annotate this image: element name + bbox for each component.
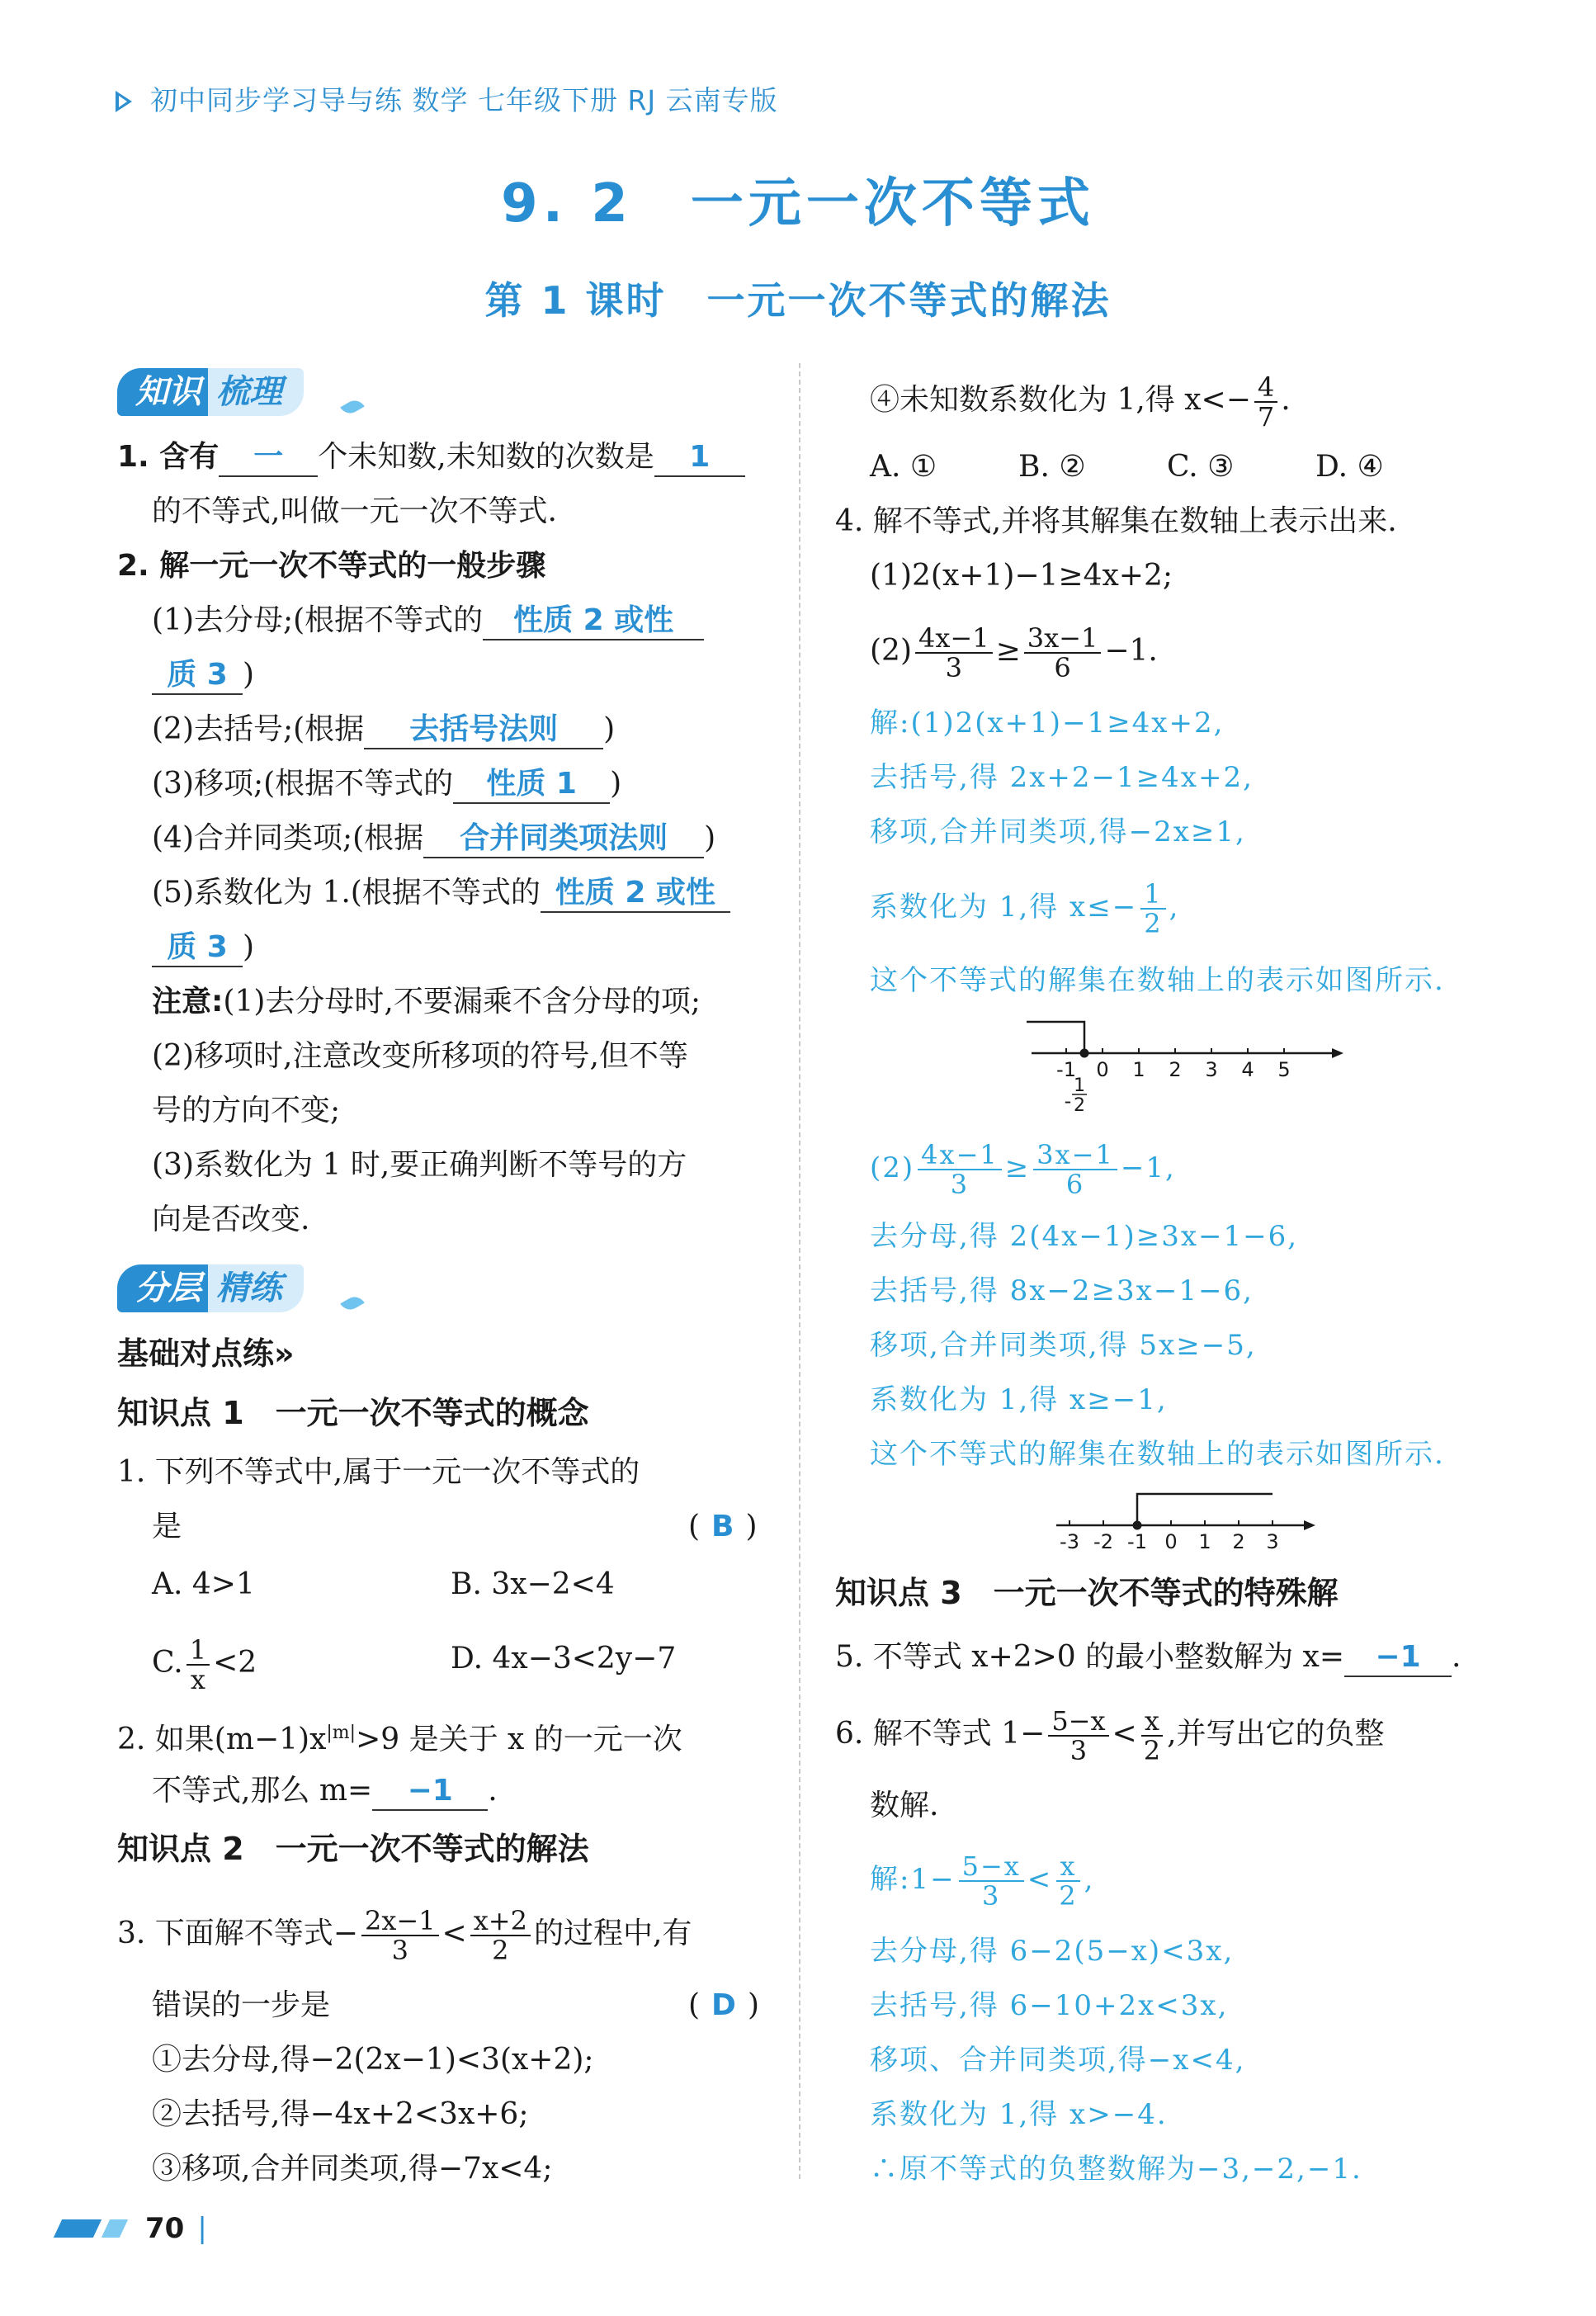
step-3: (3)移项;(根据不等式的 性质 1 ) xyxy=(152,764,621,804)
answer-6-line-4: 移项、合并同类项,得−x<4, xyxy=(870,2044,1246,2077)
question-4-part-2: (2) $\frac{4x-1}{3}$ ≥ $\frac{3x-1}{6}$ −1. xyxy=(870,622,1158,683)
tick-label: 3 xyxy=(1205,1058,1218,1081)
note-2: (2)移项时,注意改变所移项的符号,但不等 xyxy=(152,1039,688,1073)
note-2-cont: 号的方向不变; xyxy=(152,1094,341,1127)
question-2: 2. 如果$(m-1)x^{|m|}>9$ 是关于 x 的一元一次 xyxy=(117,1723,682,1756)
q3-step-3: ③移项,合并同类项,得−7x<4; xyxy=(152,2152,553,2186)
answer-6-line-1: 解:1− $\frac{5-x}{3}$ < $\frac{x}{2}$ , xyxy=(870,1850,1095,1912)
note-3: (3)系数化为 1 时,要正确判断不等号的方 xyxy=(152,1148,687,1182)
answer-4-2-line-4: 移项,合并同类项,得 5x≥−5, xyxy=(870,1329,1257,1362)
knowledge-1: 1. 含有 一 个未知数,未知数的次数是 1 xyxy=(117,437,745,477)
answer-6-line-3: 去括号,得 6−10+2x<3x, xyxy=(870,1989,1229,2022)
tick-label: -2 xyxy=(1093,1530,1113,1553)
question-4-part-1: (1)2(x+1)−1≥4x+2; xyxy=(870,559,1173,593)
q3-option-d: D. ④ xyxy=(1315,450,1384,484)
question-2-cont: 不等式,那么 m= −1 . xyxy=(152,1771,498,1811)
tick-label: 3 xyxy=(1266,1530,1279,1553)
tick-label: 2 xyxy=(1232,1530,1245,1553)
question-1-cont: 是 xyxy=(152,1510,182,1543)
point-label-denominator: 2 xyxy=(1074,1095,1085,1114)
footer-stripe-icon xyxy=(54,2219,102,2238)
answer-4-2-line-1: (2) $\frac{4x-1}{3}$ ≥ $\frac{3x-1}{6}$ −1, xyxy=(870,1139,1176,1200)
q1-option-d: D. 4x−3<2y−7 xyxy=(451,1642,677,1676)
double-chevron-icon: » xyxy=(274,1335,295,1372)
footer-stripe-icon xyxy=(102,2219,128,2238)
step-4: (4)合并同类项;(根据 合并同类项法则 ) xyxy=(152,819,715,858)
tick-label: 5 xyxy=(1277,1058,1291,1081)
question-3-cont: 错误的一步是 xyxy=(152,1988,331,2022)
leaf-icon xyxy=(340,1293,365,1313)
answer-4-2-line-5: 系数化为 1,得 x≥−1, xyxy=(870,1383,1168,1416)
tick-label: 1 xyxy=(1198,1530,1211,1553)
tick-label: 0 xyxy=(1164,1530,1178,1553)
lesson-subtitle: 第 1 课时 一元一次不等式的解法 xyxy=(484,278,1112,323)
knowledge-badge: 知识 梳理 xyxy=(117,368,304,416)
q3-step-2: ②去括号,得−4x+2<3x+6; xyxy=(152,2097,529,2131)
answer-4-2-line-2: 去分母,得 2(4x−1)≥3x−1−6, xyxy=(870,1220,1299,1253)
tick-label: 2 xyxy=(1169,1058,1182,1081)
step-1: (1)去分母;(根据不等式的 性质 2 或性 xyxy=(152,601,704,640)
knowledge-1-cont: 的不等式,叫做一元一次不等式. xyxy=(152,494,557,528)
section-title: 9. 2 一元一次不等式 xyxy=(501,173,1095,234)
knowledge-point-2: 知识点 2 一元一次不等式的解法 xyxy=(117,1831,589,1867)
q1-option-b: B. 3x−2<4 xyxy=(451,1567,615,1601)
tick-label: -1 xyxy=(1127,1530,1147,1553)
point-label-numerator: 1 xyxy=(1074,1075,1085,1096)
question-1: 1. 下列不等式中,属于一元一次不等式的 xyxy=(117,1455,640,1489)
step-1-cont: 质 3 ) xyxy=(152,655,254,695)
q1-option-a: A. 4>1 xyxy=(152,1567,255,1601)
question-4: 4. 解不等式,并将其解集在数轴上表示出来. xyxy=(835,504,1397,538)
knowledge-point-1: 知识点 1 一元一次不等式的概念 xyxy=(117,1395,589,1431)
answer-6-line-2: 去分母,得 6−2(5−x)<3x, xyxy=(870,1935,1235,1968)
q3-step-4: ④未知数系数化为 1,得 x<− $\frac{4}{7}$ . xyxy=(870,371,1291,432)
page-number: 70 xyxy=(145,2212,185,2245)
knowledge-point-3: 知识点 3 一元一次不等式的特殊解 xyxy=(835,1575,1339,1611)
column-divider xyxy=(799,363,800,2179)
axis-arrow xyxy=(1332,1048,1343,1058)
answer-4-2-line-6: 这个不等式的解集在数轴上的表示如图所示. xyxy=(870,1438,1445,1471)
step-2: (2)去括号;(根据 去括号法则 ) xyxy=(152,710,615,749)
solution-ray xyxy=(1027,1022,1084,1053)
leaf-icon xyxy=(340,396,365,417)
q3-step-1: ①去分母,得−2(2x−1)<3(x+2); xyxy=(152,2043,594,2077)
number-line-1 xyxy=(1023,1007,1353,1114)
solution-point xyxy=(1133,1521,1142,1530)
basic-practice-heading: 基础对点练» xyxy=(117,1335,295,1372)
answer-6-line-6: ∴原不等式的负整数解为−3,−2,−1. xyxy=(870,2153,1362,2186)
question-6-cont: 数解. xyxy=(870,1789,939,1822)
tick-label: 1 xyxy=(1132,1058,1145,1081)
step-5-cont: 质 3 ) xyxy=(152,928,254,967)
play-triangle-icon xyxy=(116,91,132,112)
question-6: 6. 解不等式 1− $\frac{5-x}{3}$ < $\frac{x}{2}$ ,并写出它的负整 xyxy=(835,1705,1385,1766)
practice-badge: 分层 精练 xyxy=(117,1264,304,1312)
tick-label: 0 xyxy=(1096,1058,1109,1081)
point-label-minus: - xyxy=(1064,1089,1072,1113)
answer-4-1-line-3: 移项,合并同类项,得−2x≥1, xyxy=(870,815,1246,848)
question-3: 3. 下面解不等式− $\frac{2x-1}{3}$ < $\frac{x+2}{2}$ 的过程中,有 xyxy=(117,1905,692,1966)
answer-4-1-line-2: 去括号,得 2x+2−1≥4x+2, xyxy=(870,761,1254,794)
question-1-answer: ( B ) xyxy=(688,1510,758,1543)
q3-option-c: C. ③ xyxy=(1167,450,1235,484)
solution-point xyxy=(1080,1049,1089,1058)
q3-option-b: B. ② xyxy=(1018,450,1086,484)
question-5: 5. 不等式 x+2>0 的最小整数解为 x= −1 . xyxy=(835,1638,1461,1677)
q1-option-c: C. $\frac{1}{x}$ <2 xyxy=(152,1634,257,1695)
number-line-2 xyxy=(1048,1482,1329,1557)
step-5: (5)系数化为 1.(根据不等式的 性质 2 或性 xyxy=(152,873,730,913)
tick-label: -3 xyxy=(1060,1530,1079,1553)
question-3-answer: ( D ) xyxy=(688,1988,759,2022)
answer-4-2-line-3: 去括号,得 8x−2≥3x−1−6, xyxy=(870,1274,1254,1307)
tick-label: -1 xyxy=(1056,1058,1076,1081)
note-1: 注意:(1)去分母时,不要漏乘不含分母的项; xyxy=(152,985,701,1019)
answer-4-1-line-4: 系数化为 1,得 x≤− $\frac{1}{2}$ , xyxy=(870,878,1180,939)
answer-4-1-line-1: 解:(1)2(x+1)−1≥4x+2, xyxy=(870,707,1225,740)
axis-arrow xyxy=(1304,1520,1315,1530)
q3-option-a: A. ① xyxy=(870,450,937,484)
tick-label: 4 xyxy=(1241,1058,1254,1081)
note-3-cont: 向是否改变. xyxy=(152,1203,310,1236)
book-header: 初中同步学习导与练 数学 七年级下册 RJ 云南专版 xyxy=(116,79,778,118)
answer-6-line-5: 系数化为 1,得 x>−4. xyxy=(870,2098,1168,2131)
page-footer: 70 | xyxy=(58,2212,207,2245)
answer-4-1-line-5: 这个不等式的解集在数轴上的表示如图所示. xyxy=(870,964,1445,997)
knowledge-2: 2. 解一元一次不等式的一般步骤 xyxy=(117,549,546,583)
